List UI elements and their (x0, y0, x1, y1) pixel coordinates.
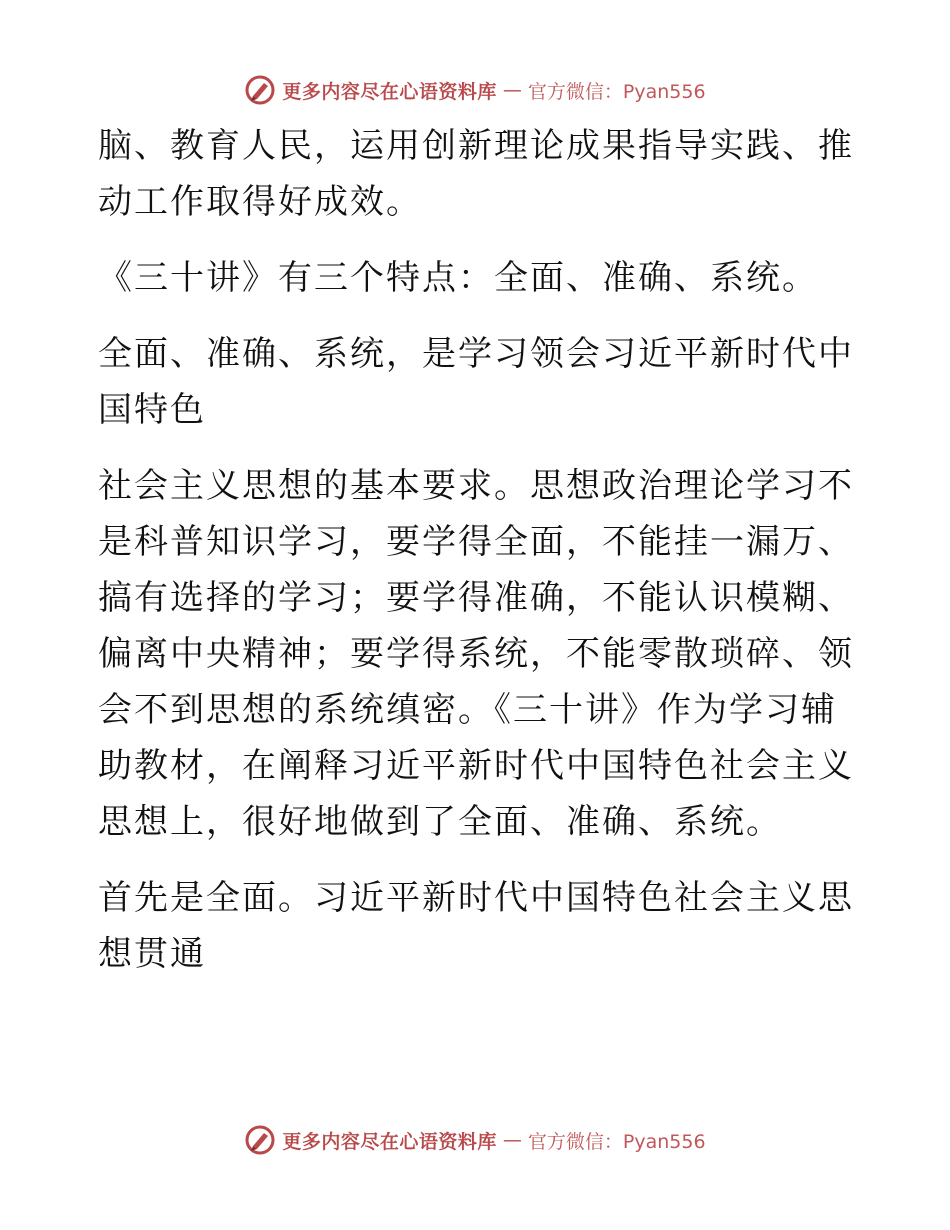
pen-logo-icon (244, 74, 276, 106)
watermark-dash: — (502, 79, 522, 101)
paragraph-1: 脑、教育人民，运用创新理论成果指导实践、推动工作取得好成效。 (98, 126, 854, 222)
watermark-wechat: 官方微信：Pyan556 (527, 80, 706, 103)
paragraph-3: 全面、准确、系统，是学习领会习近平新时代中国特色 (98, 334, 854, 430)
paragraph-4: 社会主义思想的基本要求。思想政治理论学习不是科普知识学习，要学得全面，不能挂一漏万、搞有选择的学习；要学得准确，不能认识模糊、偏离中央精神；要学得系统，不能零散琐碎、领会不到思想的系统缜密。《三十讲》作为学习辅助教材，在阐释习近平新时代中国特色社会主义思想上，很好地做到了全面、准确、系统。 (98, 466, 854, 842)
footer-watermark (0, 1120, 950, 1160)
watermark-text: 更多内容尽在心语资料库 (282, 80, 497, 103)
document-body (98, 118, 858, 982)
paragraph-2: 《三十讲》有三个特点：全面、准确、系统。 (98, 258, 818, 298)
watermark-wechat: 官方微信：Pyan556 (527, 1130, 706, 1153)
pen-logo-icon (244, 1124, 276, 1156)
header-watermark (0, 70, 950, 110)
watermark-dash: — (502, 1129, 522, 1151)
paragraph-5: 首先是全面。习近平新时代中国特色社会主义思想贯通 (98, 878, 854, 974)
watermark-text: 更多内容尽在心语资料库 (282, 1130, 497, 1153)
